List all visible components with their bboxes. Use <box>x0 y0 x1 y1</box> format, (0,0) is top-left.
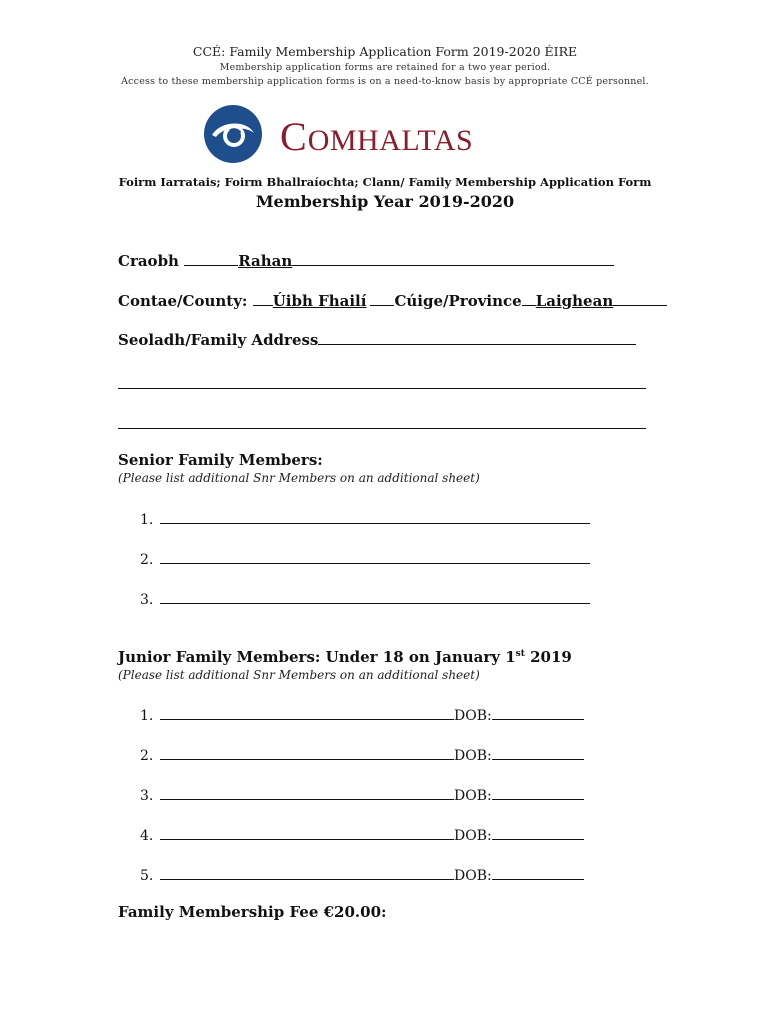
senior-name-line[interactable] <box>160 589 590 604</box>
junior-member-row[interactable] <box>140 785 584 804</box>
province-line-pre <box>522 291 536 306</box>
junior-name-line[interactable] <box>160 705 454 720</box>
junior-heading-sup: st <box>515 649 525 659</box>
row-number: 2. <box>140 552 154 568</box>
dob-line[interactable] <box>492 705 584 720</box>
dob-line[interactable] <box>492 785 584 800</box>
dob-label: DOB: <box>454 708 492 724</box>
row-number: 3. <box>140 592 154 608</box>
craobh-field[interactable] <box>118 251 614 270</box>
province-value: Laighean <box>535 292 614 310</box>
junior-name-line[interactable] <box>160 745 454 760</box>
dob-label: DOB: <box>454 748 492 764</box>
dob-label: DOB: <box>454 788 492 804</box>
form-subtitle: Foirm Iarratais; Foirm Bhallraíochta; Clann/ Family Membership Application Form <box>118 175 652 189</box>
comhaltas-logo <box>204 105 504 165</box>
junior-member-row[interactable] <box>140 745 584 764</box>
junior-name-line[interactable] <box>160 785 454 800</box>
junior-heading-text: Junior Family Members: Under 18 on January 1 <box>118 648 516 666</box>
row-number: 2. <box>140 748 154 764</box>
logo-rest: OMHALTAS <box>307 124 474 157</box>
senior-member-row[interactable] <box>140 509 590 528</box>
county-line-post <box>370 291 394 306</box>
address-line <box>318 330 636 345</box>
senior-member-row[interactable] <box>140 589 590 608</box>
dob-label: DOB: <box>454 868 492 884</box>
family-membership-fee: Family Membership Fee €20.00: <box>118 903 387 921</box>
county-label: Contae/County: <box>118 292 253 310</box>
dob-line[interactable] <box>492 825 584 840</box>
craobh-line-post <box>292 251 614 266</box>
senior-members-heading: Senior Family Members: <box>118 451 323 469</box>
junior-name-line[interactable] <box>160 825 454 840</box>
province-label: Cúige/Province <box>394 292 522 310</box>
membership-year-title: Membership Year 2019-2020 <box>255 192 515 211</box>
county-province-field[interactable] <box>118 291 667 310</box>
dob-line[interactable] <box>492 865 584 880</box>
access-note: Access to these membership application forms is on a need-to-know basis by appropriate CCÉ personnel. <box>121 76 649 87</box>
dob-label: DOB: <box>454 828 492 844</box>
junior-name-line[interactable] <box>160 865 454 880</box>
row-number: 3. <box>140 788 154 804</box>
county-line-pre <box>253 291 273 306</box>
row-number: 4. <box>140 828 154 844</box>
craobh-line-pre <box>184 251 238 266</box>
junior-heading-year: 2019 <box>524 648 572 666</box>
logo-wordmark <box>280 113 473 160</box>
craobh-label: Craobh <box>118 252 185 270</box>
junior-member-row[interactable] <box>140 705 584 724</box>
logo-initial: C <box>280 114 308 159</box>
retention-note: Membership application forms are retained for a two year period. <box>219 62 551 73</box>
address-label: Seoladh/Family Address <box>118 331 319 349</box>
junior-member-row[interactable] <box>140 865 584 884</box>
senior-name-line[interactable] <box>160 549 590 564</box>
junior-member-row[interactable] <box>140 825 584 844</box>
province-line-post <box>613 291 667 306</box>
dob-line[interactable] <box>492 745 584 760</box>
row-number: 1. <box>140 512 154 528</box>
row-number: 1. <box>140 708 154 724</box>
senior-members-note: (Please list additional Snr Members on an additional sheet) <box>118 471 480 485</box>
county-value: Úibh Fhailí <box>272 292 367 310</box>
form-header-title: CCÉ: Family Membership Application Form 2019-2020 ÉIRE <box>192 44 578 59</box>
craobh-value: Rahan <box>238 252 293 270</box>
junior-members-note: (Please list additional Snr Members on an additional sheet) <box>118 668 480 682</box>
comhaltas-eye-logo-icon <box>204 105 262 163</box>
address-line-3[interactable] <box>118 428 646 429</box>
address-line-2[interactable] <box>118 388 646 389</box>
senior-name-line[interactable] <box>160 509 590 524</box>
junior-members-heading <box>118 648 572 666</box>
row-number: 5. <box>140 868 154 884</box>
address-field[interactable] <box>118 330 636 349</box>
senior-member-row[interactable] <box>140 549 590 568</box>
